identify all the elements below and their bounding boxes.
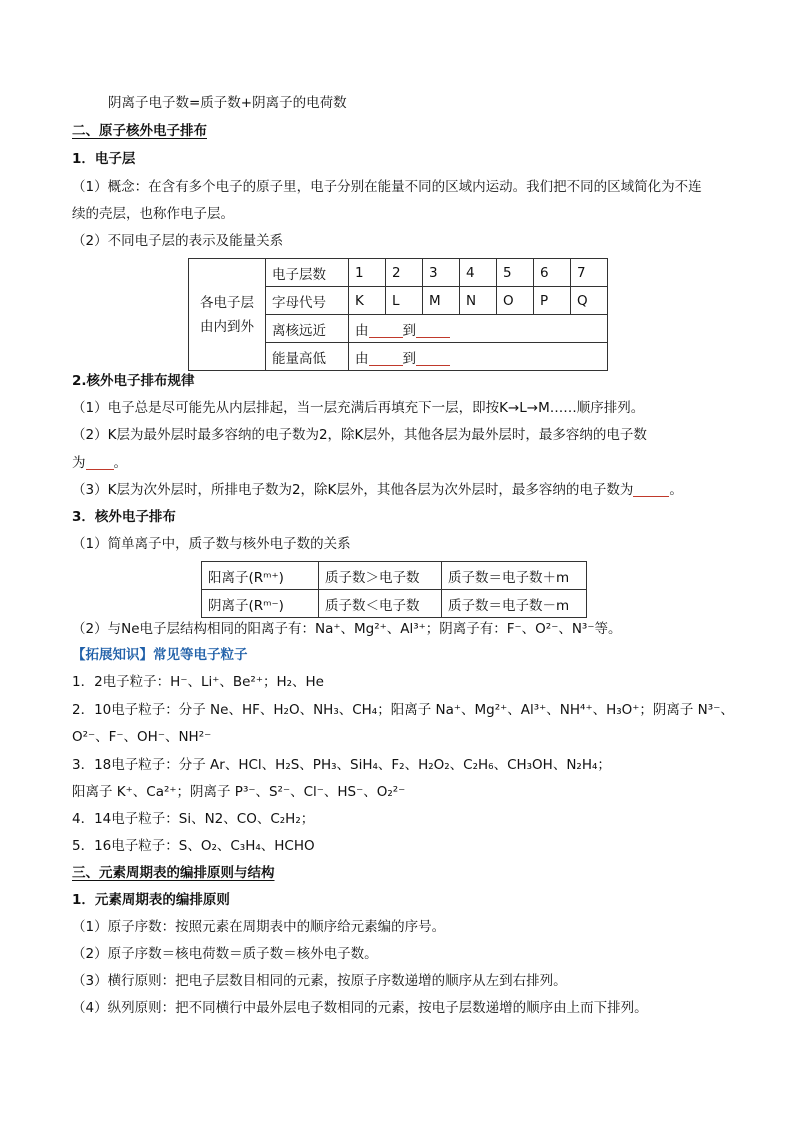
letter-cell: N (460, 287, 497, 315)
subsection-arrangement-rules: 2.核外电子排布规律 (72, 373, 195, 389)
extension-line-3: O²⁻、F⁻、OH⁻、NH²⁻ (72, 729, 212, 745)
layer-cell: 1 (349, 259, 386, 287)
principle-3: （3）横行原则：把电子层数目相同的元素，按原子序数递增的顺序从左到右排列。 (72, 973, 567, 989)
principle-2: （2）原子序数＝核电荷数＝质子数＝核外电子数。 (72, 946, 378, 962)
subsection-electron-arrangement: 3．核外电子排布 (72, 509, 176, 525)
subsection-arrangement-principles: 1．元素周期表的编排原则 (72, 892, 230, 908)
label-energy: 能量高低 (266, 343, 349, 371)
ion-anion-compare: 质子数＜电子数 (319, 590, 442, 618)
extension-line-4: 3．18电子粒子：分子 Ar、HCl、H₂S、PH₃、SiH₄、F₂、H₂O₂、C₂H₆、CH₃OH、N₂H₄； (72, 757, 611, 773)
distance-fill-cell (349, 315, 608, 343)
paragraph-concept-a: （1）概念：在含有多个电子的原子里，电子分别在能量不同的区域内运动。我们把不同的区域简化为不连 (72, 179, 702, 195)
rule-3 (72, 481, 683, 499)
answer-blank[interactable] (633, 482, 669, 497)
principle-1: （1）原子序数：按照元素在周期表中的顺序给元素编的序号。 (72, 919, 446, 935)
answer-blank[interactable] (86, 455, 114, 470)
energy-fill-cell (349, 343, 608, 371)
subsection-electron-shell: 1．电子层 (72, 151, 136, 167)
answer-blank[interactable] (369, 351, 403, 366)
ne-structure-ions: （2）与Ne电子层结构相同的阳离子有：Na⁺、Mg²⁺、Al³⁺；阴离子有：F⁻、O²⁻、N³⁻等。 (72, 621, 622, 637)
letter-cell: M (423, 287, 460, 315)
ion-table (201, 561, 587, 618)
rule-3-post: 。 (669, 482, 683, 498)
from-text: 由 (355, 322, 369, 339)
layer-cell: 7 (571, 259, 608, 287)
extension-line-2: 2．10电子粒子：分子 Ne、HF、H₂O、NH₃、CH₄；阳离子 Na⁺、Mg²⁺、Al³⁺、NH⁴⁺、H₃O⁺；阴离子 N³⁻、 (72, 702, 734, 718)
ion-relation-intro: （1）简单离子中，质子数与核外电子数的关系 (72, 536, 351, 552)
answer-blank[interactable] (369, 323, 403, 338)
to-text: 到 (402, 322, 416, 339)
rowhead-line-2: 由内到外 (200, 318, 254, 335)
rule-1: （1）电子总是尽可能先从内层排起，当一层充满后再填充下一层，即按K→L→M……顺序排列。 (72, 400, 645, 416)
layer-cell: 2 (386, 259, 423, 287)
extension-line-6: 4．14电子粒子：Si、N2、CO、C₂H₂； (72, 811, 315, 827)
rule-2a: （2）K层为最外层时最多容纳的电子数为2，除K层外，其他各层为最外层时，最多容纳的电子数 (72, 427, 647, 443)
answer-blank[interactable] (416, 323, 450, 338)
rule-2b-pre: 为 (72, 455, 86, 471)
extension-line-1: 1．2电子粒子：H⁻、Li⁺、Be²⁺；H₂、He (72, 674, 324, 690)
shell-table (188, 258, 608, 371)
ion-cation-formula: 质子数＝电子数＋m (442, 562, 587, 590)
rule-3-pre: （3）K层为次外层时，所排电子数为2，除K层外，其他各层为次外层时，最多容纳的电子数为 (72, 482, 634, 498)
section-heading-periodic-table: 三、元素周期表的编排原则与结构 (72, 865, 275, 881)
shell-table-rowhead (189, 259, 266, 371)
letter-cell: L (386, 287, 423, 315)
ion-anion-formula: 质子数＝电子数－m (442, 590, 587, 618)
label-distance: 离核远近 (266, 315, 349, 343)
letter-cell: P (534, 287, 571, 315)
paragraph-concept-b: 续的壳层，也称作电子层。 (72, 206, 234, 222)
letter-cell: K (349, 287, 386, 315)
from-text: 由 (355, 350, 369, 367)
ion-cation: 阳离子(Rᵐ⁺) (202, 562, 319, 590)
extension-line-5: 阳离子 K⁺、Ca²⁺；阴离子 P³⁻、S²⁻、Cl⁻、HS⁻、O₂²⁻ (72, 784, 406, 800)
layer-cell: 4 (460, 259, 497, 287)
label-letter-code: 字母代号 (266, 287, 349, 315)
section-heading-electron-arrangement: 二、原子核外电子排布 (72, 123, 207, 139)
ion-cation-compare: 质子数＞电子数 (319, 562, 442, 590)
rule-2b-post: 。 (113, 455, 127, 471)
layer-cell: 3 (423, 259, 460, 287)
intro-line: 阴离子电子数=质子数+阴离子的电荷数 (108, 95, 347, 111)
extension-line-7: 5．16电子粒子：S、O₂、C₃H₄、HCHO (72, 838, 315, 854)
layer-cell: 6 (534, 259, 571, 287)
rowhead-line-1: 各电子层 (200, 294, 254, 311)
layer-cell: 5 (497, 259, 534, 287)
to-text: 到 (402, 350, 416, 367)
letter-cell: O (497, 287, 534, 315)
rule-2b (72, 454, 127, 472)
paragraph-shell-relation: （2）不同电子层的表示及能量关系 (72, 233, 284, 249)
principle-4: （4）纵列原则：把不同横行中最外层电子数相同的元素，按电子层数递增的顺序由上而下排列。 (72, 1000, 648, 1016)
letter-cell: Q (571, 287, 608, 315)
ion-anion: 阴离子(Rᵐ⁻) (202, 590, 319, 618)
label-layer-number: 电子层数 (266, 259, 349, 287)
answer-blank[interactable] (416, 351, 450, 366)
extension-heading: 【拓展知识】常见等电子粒子 (72, 647, 248, 663)
